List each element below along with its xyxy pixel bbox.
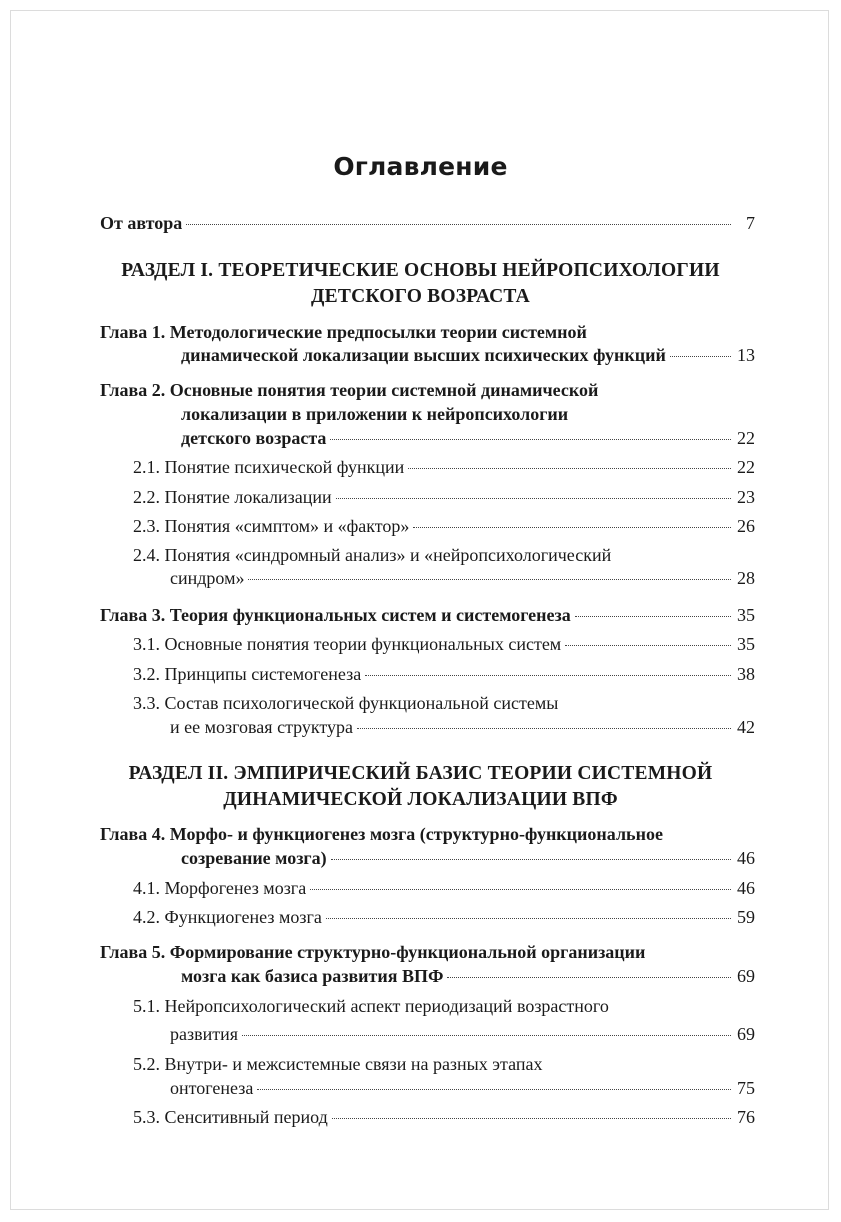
dot-leader bbox=[331, 859, 731, 860]
page-number: 38 bbox=[737, 664, 755, 684]
dot-leader bbox=[365, 675, 731, 676]
page-number: 7 bbox=[746, 213, 755, 233]
toc-label: и ее мозговая структура bbox=[170, 717, 354, 737]
toc-section-2-3[interactable] bbox=[133, 514, 755, 538]
page-number: 59 bbox=[737, 907, 755, 927]
toc-section-4-1[interactable] bbox=[133, 876, 755, 900]
toc-label: онтогенеза bbox=[170, 1078, 254, 1098]
dot-leader bbox=[413, 527, 731, 528]
page-number: 26 bbox=[737, 516, 755, 536]
toc-label: синдром» bbox=[170, 568, 245, 588]
page-number: 35 bbox=[737, 634, 755, 654]
toc-chapter-1[interactable]: Глава 1. Методологические предпосылки теории системной bbox=[100, 322, 587, 342]
toc-section-2-2[interactable] bbox=[133, 485, 755, 509]
toc-chapter-3[interactable] bbox=[100, 603, 755, 627]
dot-leader bbox=[565, 645, 731, 646]
toc-section-2-4[interactable]: 2.4. Понятия «синдромный анализ» и «нейропсихологический bbox=[133, 545, 612, 565]
toc-chapter-4-cont[interactable] bbox=[181, 846, 755, 870]
toc-chapter-2-cont[interactable]: локализации в приложении к нейропсихологии bbox=[181, 404, 569, 424]
toc-section-2-4-cont[interactable] bbox=[170, 566, 755, 590]
toc-chapter-2-end[interactable] bbox=[181, 426, 755, 450]
toc-chapter-2[interactable]: Глава 2. Основные понятия теории системной динамической bbox=[100, 380, 599, 400]
toc-label: созревание мозга) bbox=[181, 848, 327, 868]
section-2-heading-cont: ДИНАМИЧЕСКОЙ ЛОКАЛИЗАЦИИ ВПФ bbox=[223, 789, 618, 810]
dot-leader bbox=[248, 579, 731, 580]
toc-chapter-1-cont[interactable] bbox=[181, 343, 755, 367]
toc-section-3-2[interactable] bbox=[133, 662, 755, 686]
section-2-heading: РАЗДЕЛ II. ЭМПИРИЧЕСКИЙ БАЗИС ТЕОРИИ СИСТЕМНОЙ bbox=[128, 763, 713, 784]
toc-label: 2.2. Понятие локализации bbox=[133, 487, 332, 507]
page-number: 69 bbox=[737, 966, 755, 986]
page-number: 75 bbox=[737, 1078, 755, 1098]
dot-leader bbox=[408, 468, 731, 469]
dot-leader bbox=[310, 889, 731, 890]
toc-label: 3.1. Основные понятия теории функциональных систем bbox=[133, 634, 562, 654]
dot-leader bbox=[332, 1118, 731, 1119]
toc-section-5-1[interactable]: 5.1. Нейропсихологический аспект периодизаций возрастного bbox=[133, 996, 609, 1016]
toc-section-3-3-cont[interactable] bbox=[170, 715, 755, 739]
toc-label: 3.2. Принципы системогенеза bbox=[133, 664, 362, 684]
page-number: 69 bbox=[737, 1024, 755, 1044]
toc-section-5-3[interactable] bbox=[133, 1105, 755, 1129]
toc-chapter-5[interactable]: Глава 5. Формирование структурно-функциональной организации bbox=[100, 942, 646, 962]
page-number: 13 bbox=[737, 345, 755, 365]
toc-section-2-1[interactable] bbox=[133, 455, 755, 479]
page-number: 46 bbox=[737, 878, 755, 898]
toc-section-4-2[interactable] bbox=[133, 905, 755, 929]
toc-section-3-1[interactable] bbox=[133, 632, 755, 656]
dot-leader bbox=[447, 977, 731, 978]
dot-leader bbox=[186, 224, 731, 225]
dot-leader bbox=[670, 356, 731, 357]
page-number: 23 bbox=[737, 487, 755, 507]
section-1-heading: РАЗДЕЛ I. ТЕОРЕТИЧЕСКИЕ ОСНОВЫ НЕЙРОПСИХОЛОГИИ bbox=[121, 260, 720, 281]
toc-section-3-3[interactable]: 3.3. Состав психологической функциональной системы bbox=[133, 693, 559, 713]
dot-leader bbox=[357, 728, 731, 729]
toc-label: детского возраста bbox=[181, 428, 327, 448]
toc-label: 2.3. Понятия «симптом» и «фактор» bbox=[133, 516, 410, 536]
dot-leader bbox=[330, 439, 731, 440]
page-number: 22 bbox=[737, 457, 755, 477]
toc-label: мозга как базиса развития ВПФ bbox=[181, 966, 444, 986]
page-number: 28 bbox=[737, 568, 755, 588]
toc-label: 4.1. Морфогенез мозга bbox=[133, 878, 307, 898]
page-number: 42 bbox=[737, 717, 755, 737]
toc-label: 2.1. Понятие психической функции bbox=[133, 457, 405, 477]
section-1-heading-cont: ДЕТСКОГО ВОЗРАСТА bbox=[311, 286, 530, 307]
page-number: 22 bbox=[737, 428, 755, 448]
toc-chapter-5-cont[interactable] bbox=[181, 964, 755, 988]
page-number: 35 bbox=[737, 605, 755, 625]
toc-section-5-2[interactable]: 5.2. Внутри- и межсистемные связи на разных этапах bbox=[133, 1054, 543, 1074]
dot-leader bbox=[257, 1089, 731, 1090]
dot-leader bbox=[575, 616, 731, 617]
toc-section-5-1-cont[interactable] bbox=[170, 1022, 755, 1046]
toc-author-note[interactable] bbox=[100, 211, 755, 235]
toc-label: динамической локализации высших психических функций bbox=[181, 345, 666, 365]
toc-label: Глава 3. Теория функциональных систем и системогенеза bbox=[100, 605, 571, 625]
dot-leader bbox=[326, 918, 731, 919]
toc-label: 5.3. Сенситивный период bbox=[133, 1107, 328, 1127]
page-title: Оглавление bbox=[333, 152, 508, 181]
dot-leader bbox=[242, 1035, 731, 1036]
toc-label: развития bbox=[170, 1024, 239, 1044]
dot-leader bbox=[336, 498, 731, 499]
page-number: 46 bbox=[737, 848, 755, 868]
page-number: 76 bbox=[737, 1107, 755, 1127]
toc-label: 4.2. Функциогенез мозга bbox=[133, 907, 322, 927]
toc-chapter-4[interactable]: Глава 4. Морфо- и функциогенез мозга (структурно-функциональное bbox=[100, 824, 663, 844]
toc-label: От автора bbox=[100, 213, 183, 233]
toc-section-5-2-cont[interactable] bbox=[170, 1076, 755, 1100]
